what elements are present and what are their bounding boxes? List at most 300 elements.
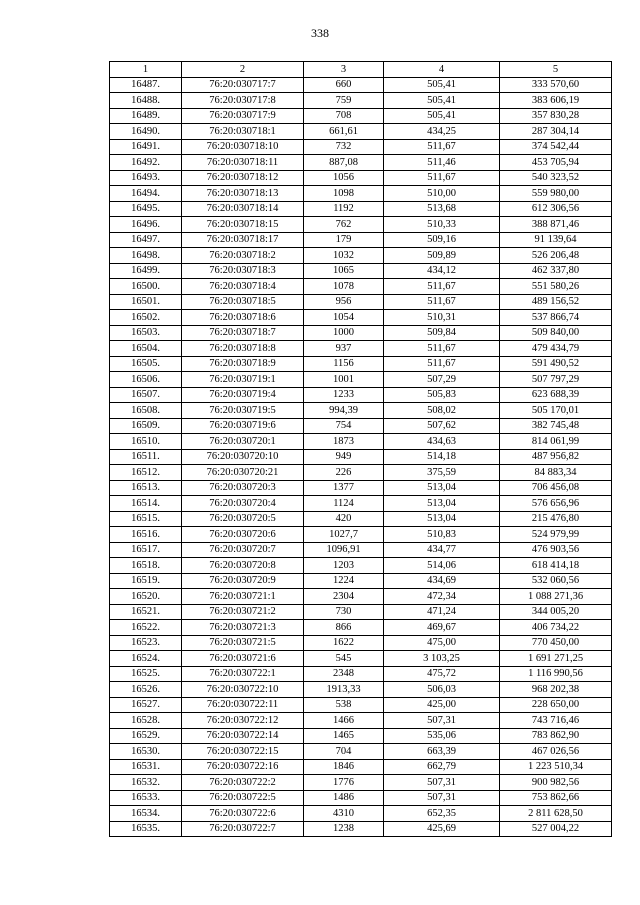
row-number-cell: 16521. — [110, 604, 182, 620]
cadastral-number-cell: 76:20:030722:7 — [182, 821, 304, 837]
row-number-cell: 16526. — [110, 682, 182, 698]
rate-cell: 505,41 — [384, 93, 500, 109]
row-number-cell: 16487. — [110, 77, 182, 93]
area-cell: 1124 — [304, 496, 384, 512]
value-cell: 215 476,80 — [500, 511, 612, 527]
area-cell: 730 — [304, 604, 384, 620]
value-cell: 770 450,00 — [500, 635, 612, 651]
cadastral-number-cell: 76:20:030718:8 — [182, 341, 304, 357]
rate-cell: 3 103,25 — [384, 651, 500, 667]
rate-cell: 513,04 — [384, 480, 500, 496]
area-cell: 4310 — [304, 806, 384, 822]
cadastral-number-cell: 76:20:030718:6 — [182, 310, 304, 326]
value-cell: 532 060,56 — [500, 573, 612, 589]
value-cell: 467 026,56 — [500, 744, 612, 760]
rate-cell: 514,06 — [384, 558, 500, 574]
area-cell: 1913,33 — [304, 682, 384, 698]
table-row — [110, 248, 612, 264]
table-row — [110, 465, 612, 481]
value-cell: 527 004,22 — [500, 821, 612, 837]
area-cell: 1238 — [304, 821, 384, 837]
table-row — [110, 77, 612, 93]
value-cell: 228 650,00 — [500, 697, 612, 713]
rate-cell: 507,31 — [384, 775, 500, 791]
rate-cell: 475,72 — [384, 666, 500, 682]
area-cell: 1001 — [304, 372, 384, 388]
table-row — [110, 263, 612, 279]
row-number-cell: 16500. — [110, 279, 182, 295]
rate-cell: 510,31 — [384, 310, 500, 326]
value-cell: 612 306,56 — [500, 201, 612, 217]
rate-cell: 434,77 — [384, 542, 500, 558]
rate-cell: 434,69 — [384, 573, 500, 589]
cadastral-number-cell: 76:20:030719:1 — [182, 372, 304, 388]
rate-cell: 511,67 — [384, 170, 500, 186]
table-row — [110, 790, 612, 806]
value-cell: 406 734,22 — [500, 620, 612, 636]
row-number-cell: 16532. — [110, 775, 182, 791]
cadastral-number-cell: 76:20:030720:7 — [182, 542, 304, 558]
row-number-cell: 16516. — [110, 527, 182, 543]
row-number-cell: 16508. — [110, 403, 182, 419]
area-cell: 1776 — [304, 775, 384, 791]
rate-cell: 434,25 — [384, 124, 500, 140]
cadastral-number-cell: 76:20:030718:9 — [182, 356, 304, 372]
value-cell: 900 982,56 — [500, 775, 612, 791]
table-row — [110, 713, 612, 729]
value-cell: 489 156,52 — [500, 294, 612, 310]
cadastral-number-cell: 76:20:030719:4 — [182, 387, 304, 403]
cadastral-number-cell: 76:20:030721:1 — [182, 589, 304, 605]
cadastral-number-cell: 76:20:030718:2 — [182, 248, 304, 264]
cadastral-number-cell: 76:20:030722:2 — [182, 775, 304, 791]
cadastral-number-cell: 76:20:030718:5 — [182, 294, 304, 310]
rate-cell: 509,84 — [384, 325, 500, 341]
row-number-cell: 16492. — [110, 155, 182, 171]
value-cell: 576 656,96 — [500, 496, 612, 512]
row-number-cell: 16530. — [110, 744, 182, 760]
header-row — [110, 62, 612, 78]
area-cell: 1465 — [304, 728, 384, 744]
row-number-cell: 16531. — [110, 759, 182, 775]
row-number-cell: 16501. — [110, 294, 182, 310]
table-row — [110, 682, 612, 698]
row-number-cell: 16493. — [110, 170, 182, 186]
area-cell: 1224 — [304, 573, 384, 589]
rate-cell: 375,59 — [384, 465, 500, 481]
cadastral-number-cell: 76:20:030718:7 — [182, 325, 304, 341]
cadastral-number-cell: 76:20:030718:4 — [182, 279, 304, 295]
cadastral-number-cell: 76:20:030718:13 — [182, 186, 304, 202]
row-number-cell: 16491. — [110, 139, 182, 155]
cadastral-number-cell: 76:20:030722:16 — [182, 759, 304, 775]
rate-cell: 511,67 — [384, 341, 500, 357]
column-header-3: 3 — [304, 62, 384, 78]
table-row — [110, 170, 612, 186]
rate-cell: 535,06 — [384, 728, 500, 744]
value-cell: 382 745,48 — [500, 418, 612, 434]
rate-cell: 510,83 — [384, 527, 500, 543]
row-number-cell: 16497. — [110, 232, 182, 248]
rate-cell: 662,79 — [384, 759, 500, 775]
row-number-cell: 16496. — [110, 217, 182, 233]
area-cell: 1056 — [304, 170, 384, 186]
rate-cell: 511,67 — [384, 356, 500, 372]
area-cell: 1233 — [304, 387, 384, 403]
table-body — [110, 77, 612, 837]
row-number-cell: 16489. — [110, 108, 182, 124]
row-number-cell: 16494. — [110, 186, 182, 202]
table-row — [110, 186, 612, 202]
row-number-cell: 16506. — [110, 372, 182, 388]
cadastral-number-cell: 76:20:030718:15 — [182, 217, 304, 233]
value-cell: 287 304,14 — [500, 124, 612, 140]
table-row — [110, 201, 612, 217]
table-row — [110, 124, 612, 140]
value-cell: 783 862,90 — [500, 728, 612, 744]
area-cell: 1065 — [304, 263, 384, 279]
rate-cell: 425,00 — [384, 697, 500, 713]
area-cell: 1078 — [304, 279, 384, 295]
row-number-cell: 16490. — [110, 124, 182, 140]
value-cell: 91 139,64 — [500, 232, 612, 248]
data-table — [109, 61, 612, 837]
cadastral-number-cell: 76:20:030718:3 — [182, 263, 304, 279]
rate-cell: 652,35 — [384, 806, 500, 822]
table-row — [110, 279, 612, 295]
rate-cell: 510,00 — [384, 186, 500, 202]
row-number-cell: 16525. — [110, 666, 182, 682]
row-number-cell: 16534. — [110, 806, 182, 822]
cadastral-number-cell: 76:20:030720:3 — [182, 480, 304, 496]
area-cell: 1098 — [304, 186, 384, 202]
rate-cell: 505,41 — [384, 108, 500, 124]
row-number-cell: 16511. — [110, 449, 182, 465]
value-cell: 1 116 990,56 — [500, 666, 612, 682]
area-cell: 956 — [304, 294, 384, 310]
area-cell: 937 — [304, 341, 384, 357]
area-cell: 2348 — [304, 666, 384, 682]
row-number-cell: 16535. — [110, 821, 182, 837]
value-cell: 383 606,19 — [500, 93, 612, 109]
value-cell: 814 061,99 — [500, 434, 612, 450]
area-cell: 1192 — [304, 201, 384, 217]
row-number-cell: 16507. — [110, 387, 182, 403]
row-number-cell: 16509. — [110, 418, 182, 434]
area-cell: 2304 — [304, 589, 384, 605]
table-header — [110, 62, 612, 78]
area-cell: 1466 — [304, 713, 384, 729]
table-row — [110, 496, 612, 512]
table-row — [110, 449, 612, 465]
value-cell: 453 705,94 — [500, 155, 612, 171]
area-cell: 1000 — [304, 325, 384, 341]
rate-cell: 514,18 — [384, 449, 500, 465]
table-row — [110, 372, 612, 388]
value-cell: 505 170,01 — [500, 403, 612, 419]
rate-cell: 507,31 — [384, 790, 500, 806]
value-cell: 333 570,60 — [500, 77, 612, 93]
rate-cell: 663,39 — [384, 744, 500, 760]
row-number-cell: 16528. — [110, 713, 182, 729]
area-cell: 1377 — [304, 480, 384, 496]
table-row — [110, 558, 612, 574]
rate-cell: 434,63 — [384, 434, 500, 450]
table-row — [110, 356, 612, 372]
area-cell: 1096,91 — [304, 542, 384, 558]
row-number-cell: 16513. — [110, 480, 182, 496]
row-number-cell: 16505. — [110, 356, 182, 372]
cadastral-number-cell: 76:20:030722:1 — [182, 666, 304, 682]
area-cell: 866 — [304, 620, 384, 636]
row-number-cell: 16529. — [110, 728, 182, 744]
row-number-cell: 16504. — [110, 341, 182, 357]
cadastral-number-cell: 76:20:030722:12 — [182, 713, 304, 729]
row-number-cell: 16514. — [110, 496, 182, 512]
table-row — [110, 542, 612, 558]
area-cell: 226 — [304, 465, 384, 481]
area-cell: 1032 — [304, 248, 384, 264]
column-header-5: 5 — [500, 62, 612, 78]
cadastral-number-cell: 76:20:030718:11 — [182, 155, 304, 171]
cadastral-number-cell: 76:20:030722:15 — [182, 744, 304, 760]
table-row — [110, 217, 612, 233]
value-cell: 618 414,18 — [500, 558, 612, 574]
table-row — [110, 108, 612, 124]
area-cell: 1873 — [304, 434, 384, 450]
table-row — [110, 806, 612, 822]
row-number-cell: 16519. — [110, 573, 182, 589]
rate-cell: 507,62 — [384, 418, 500, 434]
row-number-cell: 16520. — [110, 589, 182, 605]
area-cell: 1027,7 — [304, 527, 384, 543]
table-row — [110, 651, 612, 667]
table-row — [110, 759, 612, 775]
area-cell: 660 — [304, 77, 384, 93]
value-cell: 1 223 510,34 — [500, 759, 612, 775]
table-row — [110, 511, 612, 527]
value-cell: 591 490,52 — [500, 356, 612, 372]
value-cell: 524 979,99 — [500, 527, 612, 543]
cadastral-number-cell: 76:20:030721:2 — [182, 604, 304, 620]
cadastral-number-cell: 76:20:030720:4 — [182, 496, 304, 512]
value-cell: 537 866,74 — [500, 310, 612, 326]
table-row — [110, 604, 612, 620]
row-number-cell: 16502. — [110, 310, 182, 326]
area-cell: 1846 — [304, 759, 384, 775]
cadastral-number-cell: 76:20:030721:3 — [182, 620, 304, 636]
area-cell: 762 — [304, 217, 384, 233]
row-number-cell: 16512. — [110, 465, 182, 481]
area-cell: 759 — [304, 93, 384, 109]
value-cell: 623 688,39 — [500, 387, 612, 403]
value-cell: 84 883,34 — [500, 465, 612, 481]
table-row — [110, 403, 612, 419]
row-number-cell: 16522. — [110, 620, 182, 636]
table-row — [110, 697, 612, 713]
value-cell: 344 005,20 — [500, 604, 612, 620]
table-row — [110, 387, 612, 403]
rate-cell: 472,34 — [384, 589, 500, 605]
value-cell: 2 811 628,50 — [500, 806, 612, 822]
table-row — [110, 821, 612, 837]
rate-cell: 511,67 — [384, 279, 500, 295]
table-row — [110, 310, 612, 326]
row-number-cell: 16515. — [110, 511, 182, 527]
rate-cell: 507,31 — [384, 713, 500, 729]
table-row — [110, 418, 612, 434]
area-cell: 420 — [304, 511, 384, 527]
table-row — [110, 434, 612, 450]
table-row — [110, 527, 612, 543]
rate-cell: 475,00 — [384, 635, 500, 651]
cadastral-number-cell: 76:20:030721:5 — [182, 635, 304, 651]
area-cell: 732 — [304, 139, 384, 155]
cadastral-number-cell: 76:20:030718:1 — [182, 124, 304, 140]
cadastral-number-cell: 76:20:030720:8 — [182, 558, 304, 574]
cadastral-number-cell: 76:20:030717:7 — [182, 77, 304, 93]
cadastral-number-cell: 76:20:030721:6 — [182, 651, 304, 667]
value-cell: 559 980,00 — [500, 186, 612, 202]
value-cell: 479 434,79 — [500, 341, 612, 357]
cadastral-number-cell: 76:20:030720:5 — [182, 511, 304, 527]
value-cell: 540 323,52 — [500, 170, 612, 186]
value-cell: 1 691 271,25 — [500, 651, 612, 667]
page-number: 338 — [311, 26, 329, 40]
rate-cell: 469,67 — [384, 620, 500, 636]
area-cell: 708 — [304, 108, 384, 124]
rate-cell: 510,33 — [384, 217, 500, 233]
cadastral-number-cell: 76:20:030722:10 — [182, 682, 304, 698]
cadastral-number-cell: 76:20:030722:5 — [182, 790, 304, 806]
table-row — [110, 666, 612, 682]
cadastral-number-cell: 76:20:030718:10 — [182, 139, 304, 155]
rate-cell: 511,46 — [384, 155, 500, 171]
cadastral-number-cell: 76:20:030718:17 — [182, 232, 304, 248]
row-number-cell: 16524. — [110, 651, 182, 667]
value-cell: 462 337,80 — [500, 263, 612, 279]
table-row — [110, 155, 612, 171]
rate-cell: 507,29 — [384, 372, 500, 388]
row-number-cell: 16510. — [110, 434, 182, 450]
area-cell: 704 — [304, 744, 384, 760]
area-cell: 994,39 — [304, 403, 384, 419]
row-number-cell: 16503. — [110, 325, 182, 341]
rate-cell: 471,24 — [384, 604, 500, 620]
column-header-1: 1 — [110, 62, 182, 78]
column-header-2: 2 — [182, 62, 304, 78]
value-cell: 743 716,46 — [500, 713, 612, 729]
area-cell: 949 — [304, 449, 384, 465]
table-row — [110, 620, 612, 636]
table-row — [110, 775, 612, 791]
cadastral-number-cell: 76:20:030722:14 — [182, 728, 304, 744]
area-cell: 1203 — [304, 558, 384, 574]
cadastral-number-cell: 76:20:030718:14 — [182, 201, 304, 217]
table-row — [110, 325, 612, 341]
row-number-cell: 16495. — [110, 201, 182, 217]
cadastral-number-cell: 76:20:030722:6 — [182, 806, 304, 822]
value-cell: 1 088 271,36 — [500, 589, 612, 605]
cadastral-number-cell: 76:20:030719:6 — [182, 418, 304, 434]
rate-cell: 505,41 — [384, 77, 500, 93]
rate-cell: 505,83 — [384, 387, 500, 403]
cadastral-number-cell: 76:20:030722:11 — [182, 697, 304, 713]
area-cell: 1622 — [304, 635, 384, 651]
rate-cell: 434,12 — [384, 263, 500, 279]
value-cell: 509 840,00 — [500, 325, 612, 341]
rate-cell: 513,04 — [384, 511, 500, 527]
area-cell: 538 — [304, 697, 384, 713]
value-cell: 476 903,56 — [500, 542, 612, 558]
rate-cell: 509,16 — [384, 232, 500, 248]
value-cell: 388 871,46 — [500, 217, 612, 233]
area-cell: 1054 — [304, 310, 384, 326]
row-number-cell: 16518. — [110, 558, 182, 574]
row-number-cell: 16488. — [110, 93, 182, 109]
area-cell: 179 — [304, 232, 384, 248]
cadastral-number-cell: 76:20:030720:21 — [182, 465, 304, 481]
rate-cell: 425,69 — [384, 821, 500, 837]
value-cell: 487 956,82 — [500, 449, 612, 465]
table-row — [110, 294, 612, 310]
table-row — [110, 573, 612, 589]
row-number-cell: 16533. — [110, 790, 182, 806]
cadastral-number-cell: 76:20:030720:9 — [182, 573, 304, 589]
rate-cell: 511,67 — [384, 294, 500, 310]
table-row — [110, 728, 612, 744]
cadastral-number-cell: 76:20:030717:8 — [182, 93, 304, 109]
table-row — [110, 93, 612, 109]
rate-cell: 513,68 — [384, 201, 500, 217]
row-number-cell: 16499. — [110, 263, 182, 279]
area-cell: 1156 — [304, 356, 384, 372]
cadastral-number-cell: 76:20:030720:1 — [182, 434, 304, 450]
table-row — [110, 232, 612, 248]
value-cell: 526 206,48 — [500, 248, 612, 264]
area-cell: 661,61 — [304, 124, 384, 140]
rate-cell: 511,67 — [384, 139, 500, 155]
row-number-cell: 16498. — [110, 248, 182, 264]
row-number-cell: 16523. — [110, 635, 182, 651]
value-cell: 706 456,08 — [500, 480, 612, 496]
cadastral-number-cell: 76:20:030720:6 — [182, 527, 304, 543]
value-cell: 968 202,38 — [500, 682, 612, 698]
cadastral-number-cell: 76:20:030718:12 — [182, 170, 304, 186]
table-row — [110, 139, 612, 155]
rate-cell: 506,03 — [384, 682, 500, 698]
area-cell: 887,08 — [304, 155, 384, 171]
value-cell: 753 862,66 — [500, 790, 612, 806]
row-number-cell: 16517. — [110, 542, 182, 558]
table-row — [110, 635, 612, 651]
area-cell: 545 — [304, 651, 384, 667]
column-header-4: 4 — [384, 62, 500, 78]
value-cell: 357 830,28 — [500, 108, 612, 124]
area-cell: 754 — [304, 418, 384, 434]
value-cell: 374 542,44 — [500, 139, 612, 155]
table-row — [110, 744, 612, 760]
table-row — [110, 341, 612, 357]
value-cell: 507 797,29 — [500, 372, 612, 388]
value-cell: 551 580,26 — [500, 279, 612, 295]
rate-cell: 513,04 — [384, 496, 500, 512]
cadastral-number-cell: 76:20:030719:5 — [182, 403, 304, 419]
cadastral-number-cell: 76:20:030720:10 — [182, 449, 304, 465]
row-number-cell: 16527. — [110, 697, 182, 713]
table-row — [110, 480, 612, 496]
rate-cell: 508,02 — [384, 403, 500, 419]
